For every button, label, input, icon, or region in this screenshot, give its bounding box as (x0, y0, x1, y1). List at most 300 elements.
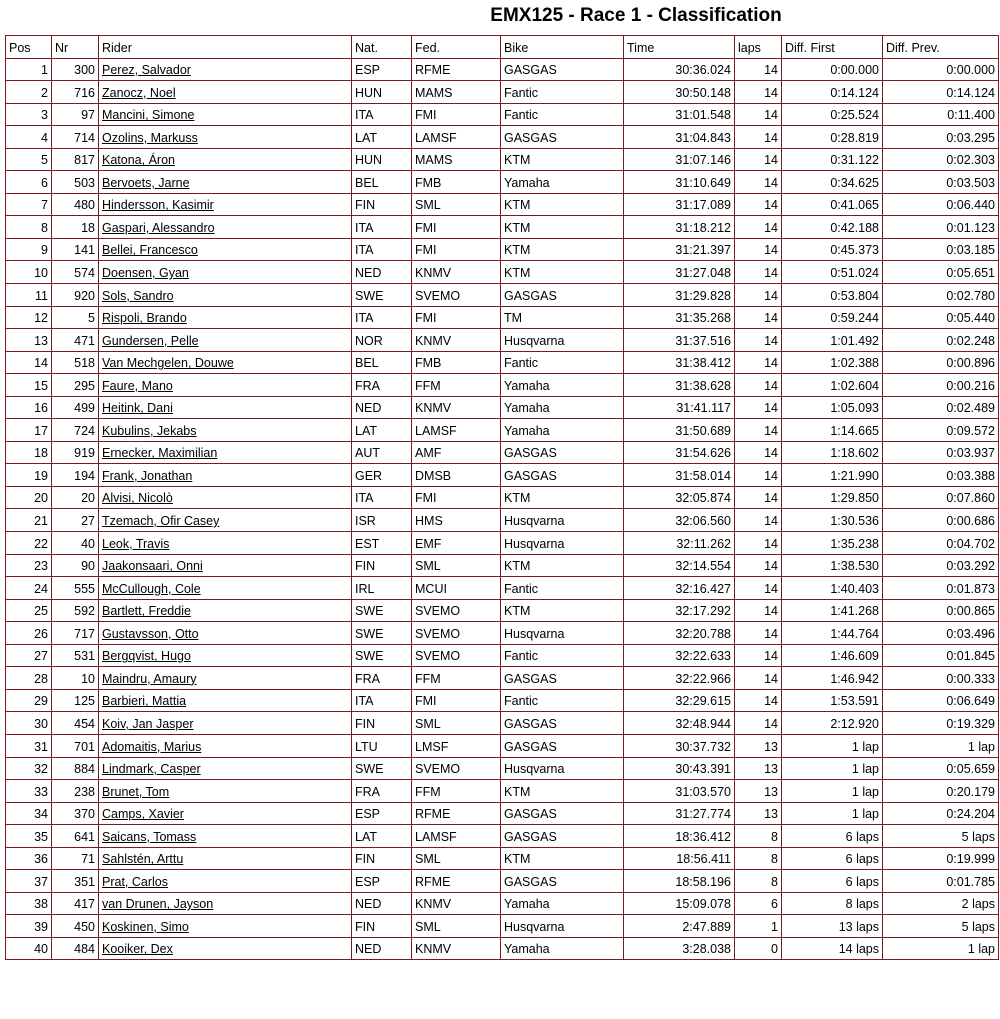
table-row (6, 171, 999, 194)
cell-pos: 14 (6, 351, 52, 374)
cell-laps: 14 (735, 329, 782, 352)
cell-rider (99, 374, 352, 397)
rider-link[interactable]: Bergqvist, Hugo (102, 649, 191, 664)
cell-laps: 14 (735, 148, 782, 171)
cell-nr: 518 (52, 351, 99, 374)
rider-link[interactable]: van Drunen, Jayson (102, 897, 214, 912)
cell-pos: 15 (6, 374, 52, 397)
cell-nat: FIN (352, 847, 412, 870)
cell-rider (99, 329, 352, 352)
cell-bike: KTM (501, 554, 624, 577)
col-header-rider: Rider (99, 36, 352, 59)
cell-fed: LAMSF (412, 419, 501, 442)
cell-rider (99, 261, 352, 284)
rider-link[interactable]: Ernecker, Maximilian (102, 446, 218, 461)
cell-diff-first: 1 lap (782, 780, 883, 803)
cell-nat: LTU (352, 734, 412, 757)
cell-time: 31:04.843 (624, 126, 735, 149)
cell-diff-first: 1:41.268 (782, 599, 883, 622)
cell-time: 2:47.889 (624, 915, 735, 938)
cell-laps: 14 (735, 486, 782, 509)
cell-laps: 14 (735, 419, 782, 442)
cell-time: 31:37.516 (624, 329, 735, 352)
cell-fed: FMI (412, 216, 501, 239)
cell-rider (99, 622, 352, 645)
cell-diff-prev: 2 laps (883, 892, 999, 915)
table-row (6, 892, 999, 915)
rider-link[interactable]: Katona, Áron (102, 153, 175, 168)
cell-nr: 18 (52, 216, 99, 239)
cell-bike: KTM (501, 780, 624, 803)
table-row (6, 667, 999, 690)
cell-diff-first: 1:02.388 (782, 351, 883, 374)
cell-nat: SWE (352, 757, 412, 780)
rider-link[interactable]: Brunet, Tom (102, 784, 170, 799)
cell-rider (99, 667, 352, 690)
cell-bike: GASGAS (501, 441, 624, 464)
rider-link[interactable]: Leok, Travis (102, 536, 170, 551)
cell-pos: 2 (6, 81, 52, 104)
rider-link[interactable]: Maindru, Amaury (102, 671, 197, 686)
cell-nr: 194 (52, 464, 99, 487)
cell-time: 31:18.212 (624, 216, 735, 239)
cell-diff-first: 0:28.819 (782, 126, 883, 149)
cell-time: 31:58.014 (624, 464, 735, 487)
cell-diff-prev: 1 lap (883, 937, 999, 960)
rider-link[interactable]: Mancini, Simone (102, 108, 195, 123)
cell-rider (99, 937, 352, 960)
col-header-fed: Fed. (412, 36, 501, 59)
cell-rider (99, 351, 352, 374)
cell-laps: 14 (735, 126, 782, 149)
cell-fed: SVEMO (412, 284, 501, 307)
cell-diff-first: 1:40.403 (782, 577, 883, 600)
cell-nr: 454 (52, 712, 99, 735)
cell-nr: 295 (52, 374, 99, 397)
table-row (6, 284, 999, 307)
rider-link[interactable]: Bartlett, Freddie (102, 604, 191, 619)
cell-fed: FMB (412, 351, 501, 374)
cell-diff-prev: 0:05.659 (883, 757, 999, 780)
cell-bike: KTM (501, 486, 624, 509)
cell-fed: SVEMO (412, 644, 501, 667)
cell-pos: 19 (6, 464, 52, 487)
cell-nat: NED (352, 937, 412, 960)
cell-fed: SML (412, 847, 501, 870)
cell-bike: Fantic (501, 81, 624, 104)
table-row (6, 577, 999, 600)
cell-fed: KNMV (412, 937, 501, 960)
cell-diff-first: 0:51.024 (782, 261, 883, 284)
cell-laps: 14 (735, 532, 782, 555)
cell-pos: 20 (6, 486, 52, 509)
cell-laps: 14 (735, 103, 782, 126)
cell-rider (99, 238, 352, 261)
cell-bike: Husqvarna (501, 915, 624, 938)
cell-time: 31:38.412 (624, 351, 735, 374)
cell-laps: 8 (735, 825, 782, 848)
rider-link[interactable]: Perez, Salvador (102, 63, 191, 78)
cell-diff-first: 6 laps (782, 825, 883, 848)
cell-laps: 14 (735, 554, 782, 577)
cell-nat: ITA (352, 238, 412, 261)
cell-nr: 480 (52, 193, 99, 216)
cell-fed: SVEMO (412, 757, 501, 780)
cell-pos: 22 (6, 532, 52, 555)
cell-nr: 300 (52, 58, 99, 81)
cell-diff-prev: 0:00.686 (883, 509, 999, 532)
cell-pos: 23 (6, 554, 52, 577)
cell-rider (99, 193, 352, 216)
cell-pos: 40 (6, 937, 52, 960)
cell-rider (99, 712, 352, 735)
cell-diff-prev: 0:14.124 (883, 81, 999, 104)
rider-link[interactable]: Ozolins, Markuss (102, 130, 198, 145)
cell-rider (99, 734, 352, 757)
cell-time: 32:22.633 (624, 644, 735, 667)
table-row (6, 554, 999, 577)
cell-laps: 13 (735, 734, 782, 757)
cell-time: 32:17.292 (624, 599, 735, 622)
rider-link[interactable]: Faure, Mano (102, 378, 173, 393)
cell-bike: KTM (501, 216, 624, 239)
cell-fed: KNMV (412, 892, 501, 915)
cell-nr: 714 (52, 126, 99, 149)
rider-link[interactable]: Saicans, Tomass (102, 829, 197, 844)
cell-fed: FMI (412, 486, 501, 509)
cell-fed: FFM (412, 374, 501, 397)
rider-link[interactable]: Koiv, Jan Jasper (102, 716, 194, 731)
cell-time: 31:50.689 (624, 419, 735, 442)
rider-link[interactable]: Sahlstén, Arttu (102, 852, 184, 867)
cell-laps: 14 (735, 712, 782, 735)
cell-nr: 574 (52, 261, 99, 284)
cell-nr: 40 (52, 532, 99, 555)
rider-link[interactable]: McCullough, Cole (102, 581, 201, 596)
cell-nat: ESP (352, 58, 412, 81)
cell-diff-first: 1:01.492 (782, 329, 883, 352)
cell-laps: 14 (735, 577, 782, 600)
cell-fed: LMSF (412, 734, 501, 757)
cell-diff-prev: 0:05.651 (883, 261, 999, 284)
rider-link[interactable]: Alvisi, Nicolò (102, 491, 173, 506)
table-row (6, 126, 999, 149)
cell-nr: 27 (52, 509, 99, 532)
cell-rider (99, 870, 352, 893)
rider-link[interactable]: Gundersen, Pelle (102, 333, 199, 348)
rider-link[interactable]: Barbieri, Mattia (102, 694, 187, 709)
cell-nr: 555 (52, 577, 99, 600)
col-header-pos: Pos (6, 36, 52, 59)
table-row (6, 757, 999, 780)
cell-rider (99, 532, 352, 555)
cell-rider (99, 441, 352, 464)
cell-laps: 13 (735, 780, 782, 803)
cell-fed: KNMV (412, 396, 501, 419)
cell-bike: Yamaha (501, 396, 624, 419)
rider-link[interactable]: Rispoli, Brando (102, 311, 187, 326)
cell-diff-prev: 0:00.896 (883, 351, 999, 374)
cell-laps: 14 (735, 284, 782, 307)
header-row (6, 36, 999, 59)
table-row (6, 532, 999, 555)
cell-bike: TM (501, 306, 624, 329)
cell-time: 31:38.628 (624, 374, 735, 397)
table-row (6, 689, 999, 712)
cell-diff-first: 0:53.804 (782, 284, 883, 307)
cell-nat: ITA (352, 486, 412, 509)
cell-bike: GASGAS (501, 58, 624, 81)
cell-diff-prev: 5 laps (883, 825, 999, 848)
cell-diff-first: 14 laps (782, 937, 883, 960)
cell-laps: 14 (735, 171, 782, 194)
rider-link[interactable]: Bervoets, Jarne (102, 175, 190, 190)
rider-link[interactable]: Gaspari, Alessandro (102, 220, 215, 235)
cell-bike: GASGAS (501, 825, 624, 848)
cell-rider (99, 486, 352, 509)
cell-time: 31:27.774 (624, 802, 735, 825)
cell-nat: AUT (352, 441, 412, 464)
cell-rider (99, 464, 352, 487)
cell-nr: 450 (52, 915, 99, 938)
cell-diff-first: 1:46.609 (782, 644, 883, 667)
cell-fed: FMI (412, 689, 501, 712)
cell-nr: 641 (52, 825, 99, 848)
cell-rider (99, 284, 352, 307)
rider-link[interactable]: Zanocz, Noel (102, 85, 176, 100)
cell-bike: Fantic (501, 103, 624, 126)
cell-laps: 14 (735, 509, 782, 532)
cell-bike: Fantic (501, 644, 624, 667)
cell-nr: 817 (52, 148, 99, 171)
cell-pos: 17 (6, 419, 52, 442)
cell-laps: 14 (735, 441, 782, 464)
cell-rider (99, 915, 352, 938)
cell-pos: 10 (6, 261, 52, 284)
cell-nr: 351 (52, 870, 99, 893)
cell-laps: 13 (735, 802, 782, 825)
cell-time: 32:29.615 (624, 689, 735, 712)
rider-link[interactable]: Heitink, Dani (102, 401, 173, 416)
rider-link[interactable]: Adomaitis, Marius (102, 739, 202, 754)
cell-bike: GASGAS (501, 464, 624, 487)
cell-nat: NED (352, 892, 412, 915)
cell-bike: GASGAS (501, 734, 624, 757)
cell-laps: 14 (735, 351, 782, 374)
rider-link[interactable]: Hindersson, Kasimir (102, 198, 214, 213)
cell-time: 32:16.427 (624, 577, 735, 600)
rider-link[interactable]: Gustavsson, Otto (102, 626, 199, 641)
cell-diff-prev: 0:03.185 (883, 238, 999, 261)
cell-diff-first: 1:02.604 (782, 374, 883, 397)
cell-laps: 14 (735, 216, 782, 239)
cell-bike: Fantic (501, 689, 624, 712)
cell-fed: RFME (412, 58, 501, 81)
cell-time: 31:03.570 (624, 780, 735, 803)
rider-link[interactable]: Koskinen, Simo (102, 919, 189, 934)
cell-nat: BEL (352, 351, 412, 374)
rider-link[interactable]: Van Mechgelen, Douwe (102, 356, 234, 371)
cell-time: 31:17.089 (624, 193, 735, 216)
cell-diff-first: 0:59.244 (782, 306, 883, 329)
rider-link[interactable]: Lindmark, Casper (102, 762, 201, 777)
col-header-time: Time (624, 36, 735, 59)
cell-bike: GASGAS (501, 712, 624, 735)
cell-nat: LAT (352, 126, 412, 149)
table-row (6, 58, 999, 81)
table-row (6, 644, 999, 667)
cell-nr: 920 (52, 284, 99, 307)
cell-rider (99, 216, 352, 239)
col-header-bike: Bike (501, 36, 624, 59)
cell-diff-prev: 0:06.649 (883, 689, 999, 712)
cell-bike: Husqvarna (501, 757, 624, 780)
rider-link[interactable]: Jaakonsaari, Onni (102, 559, 203, 574)
cell-time: 31:10.649 (624, 171, 735, 194)
cell-nat: SWE (352, 284, 412, 307)
cell-fed: MAMS (412, 81, 501, 104)
cell-time: 18:56.411 (624, 847, 735, 870)
cell-bike: GASGAS (501, 870, 624, 893)
cell-diff-first: 1 lap (782, 757, 883, 780)
cell-fed: SVEMO (412, 599, 501, 622)
cell-time: 18:36.412 (624, 825, 735, 848)
table-row (6, 599, 999, 622)
cell-pos: 37 (6, 870, 52, 893)
cell-pos: 16 (6, 396, 52, 419)
cell-diff-first: 8 laps (782, 892, 883, 915)
cell-time: 31:21.397 (624, 238, 735, 261)
table-row (6, 734, 999, 757)
cell-time: 31:35.268 (624, 306, 735, 329)
cell-pos: 18 (6, 441, 52, 464)
cell-nat: BEL (352, 171, 412, 194)
cell-nat: FRA (352, 374, 412, 397)
cell-diff-prev: 0:01.873 (883, 577, 999, 600)
cell-pos: 31 (6, 734, 52, 757)
cell-diff-prev: 0:19.329 (883, 712, 999, 735)
cell-pos: 21 (6, 509, 52, 532)
rider-link[interactable]: Kubulins, Jekabs (102, 423, 197, 438)
cell-nr: 884 (52, 757, 99, 780)
cell-diff-prev: 0:05.440 (883, 306, 999, 329)
cell-laps: 14 (735, 374, 782, 397)
cell-fed: RFME (412, 802, 501, 825)
cell-rider (99, 554, 352, 577)
cell-rider (99, 780, 352, 803)
cell-nat: FRA (352, 667, 412, 690)
rider-link[interactable]: Frank, Jonathan (102, 468, 193, 483)
cell-time: 3:28.038 (624, 937, 735, 960)
cell-nr: 717 (52, 622, 99, 645)
table-row (6, 261, 999, 284)
cell-time: 31:01.548 (624, 103, 735, 126)
cell-nat: NED (352, 261, 412, 284)
table-row (6, 870, 999, 893)
rider-link[interactable]: Sols, Sandro (102, 288, 174, 303)
cell-diff-first: 1:38.530 (782, 554, 883, 577)
cell-time: 32:11.262 (624, 532, 735, 555)
cell-bike: Husqvarna (501, 532, 624, 555)
rider-link[interactable]: Prat, Carlos (102, 874, 168, 889)
cell-bike: KTM (501, 238, 624, 261)
cell-bike: GASGAS (501, 802, 624, 825)
table-row (6, 193, 999, 216)
cell-laps: 14 (735, 193, 782, 216)
cell-time: 18:58.196 (624, 870, 735, 893)
cell-rider (99, 103, 352, 126)
cell-bike: Husqvarna (501, 329, 624, 352)
cell-diff-prev: 0:02.489 (883, 396, 999, 419)
rider-link[interactable]: Tzemach, Ofir Casey (102, 514, 220, 529)
cell-nat: ESP (352, 802, 412, 825)
table-row (6, 780, 999, 803)
cell-laps: 14 (735, 81, 782, 104)
table-row (6, 419, 999, 442)
cell-diff-first: 0:34.625 (782, 171, 883, 194)
rider-link[interactable]: Camps, Xavier (102, 807, 184, 822)
cell-pos: 27 (6, 644, 52, 667)
cell-fed: RFME (412, 870, 501, 893)
cell-diff-first: 13 laps (782, 915, 883, 938)
cell-diff-first: 6 laps (782, 870, 883, 893)
cell-diff-prev: 0:02.303 (883, 148, 999, 171)
cell-rider (99, 825, 352, 848)
table-row (6, 802, 999, 825)
cell-nr: 592 (52, 599, 99, 622)
cell-diff-prev: 0:00.000 (883, 58, 999, 81)
rider-link[interactable]: Bellei, Francesco (102, 243, 198, 258)
cell-time: 30:37.732 (624, 734, 735, 757)
table-row (6, 81, 999, 104)
cell-fed: SML (412, 915, 501, 938)
cell-bike: Yamaha (501, 892, 624, 915)
cell-fed: KNMV (412, 261, 501, 284)
cell-laps: 0 (735, 937, 782, 960)
cell-laps: 8 (735, 870, 782, 893)
cell-pos: 35 (6, 825, 52, 848)
cell-pos: 24 (6, 577, 52, 600)
rider-link[interactable]: Kooiker, Dex (102, 942, 173, 957)
cell-pos: 3 (6, 103, 52, 126)
cell-pos: 25 (6, 599, 52, 622)
cell-nr: 141 (52, 238, 99, 261)
cell-laps: 8 (735, 847, 782, 870)
cell-nat: ISR (352, 509, 412, 532)
cell-diff-prev: 0:03.496 (883, 622, 999, 645)
cell-time: 32:22.966 (624, 667, 735, 690)
cell-nat: EST (352, 532, 412, 555)
cell-nat: GER (352, 464, 412, 487)
cell-nr: 71 (52, 847, 99, 870)
cell-pos: 28 (6, 667, 52, 690)
cell-rider (99, 847, 352, 870)
cell-diff-first: 1:29.850 (782, 486, 883, 509)
table-row (6, 622, 999, 645)
cell-fed: FMI (412, 306, 501, 329)
cell-nat: SWE (352, 622, 412, 645)
cell-laps: 14 (735, 622, 782, 645)
rider-link[interactable]: Doensen, Gyan (102, 266, 189, 281)
cell-rider (99, 757, 352, 780)
cell-bike: KTM (501, 847, 624, 870)
cell-rider (99, 396, 352, 419)
table-row (6, 712, 999, 735)
cell-time: 30:43.391 (624, 757, 735, 780)
cell-nr: 5 (52, 306, 99, 329)
cell-nat: NOR (352, 329, 412, 352)
table-row (6, 937, 999, 960)
